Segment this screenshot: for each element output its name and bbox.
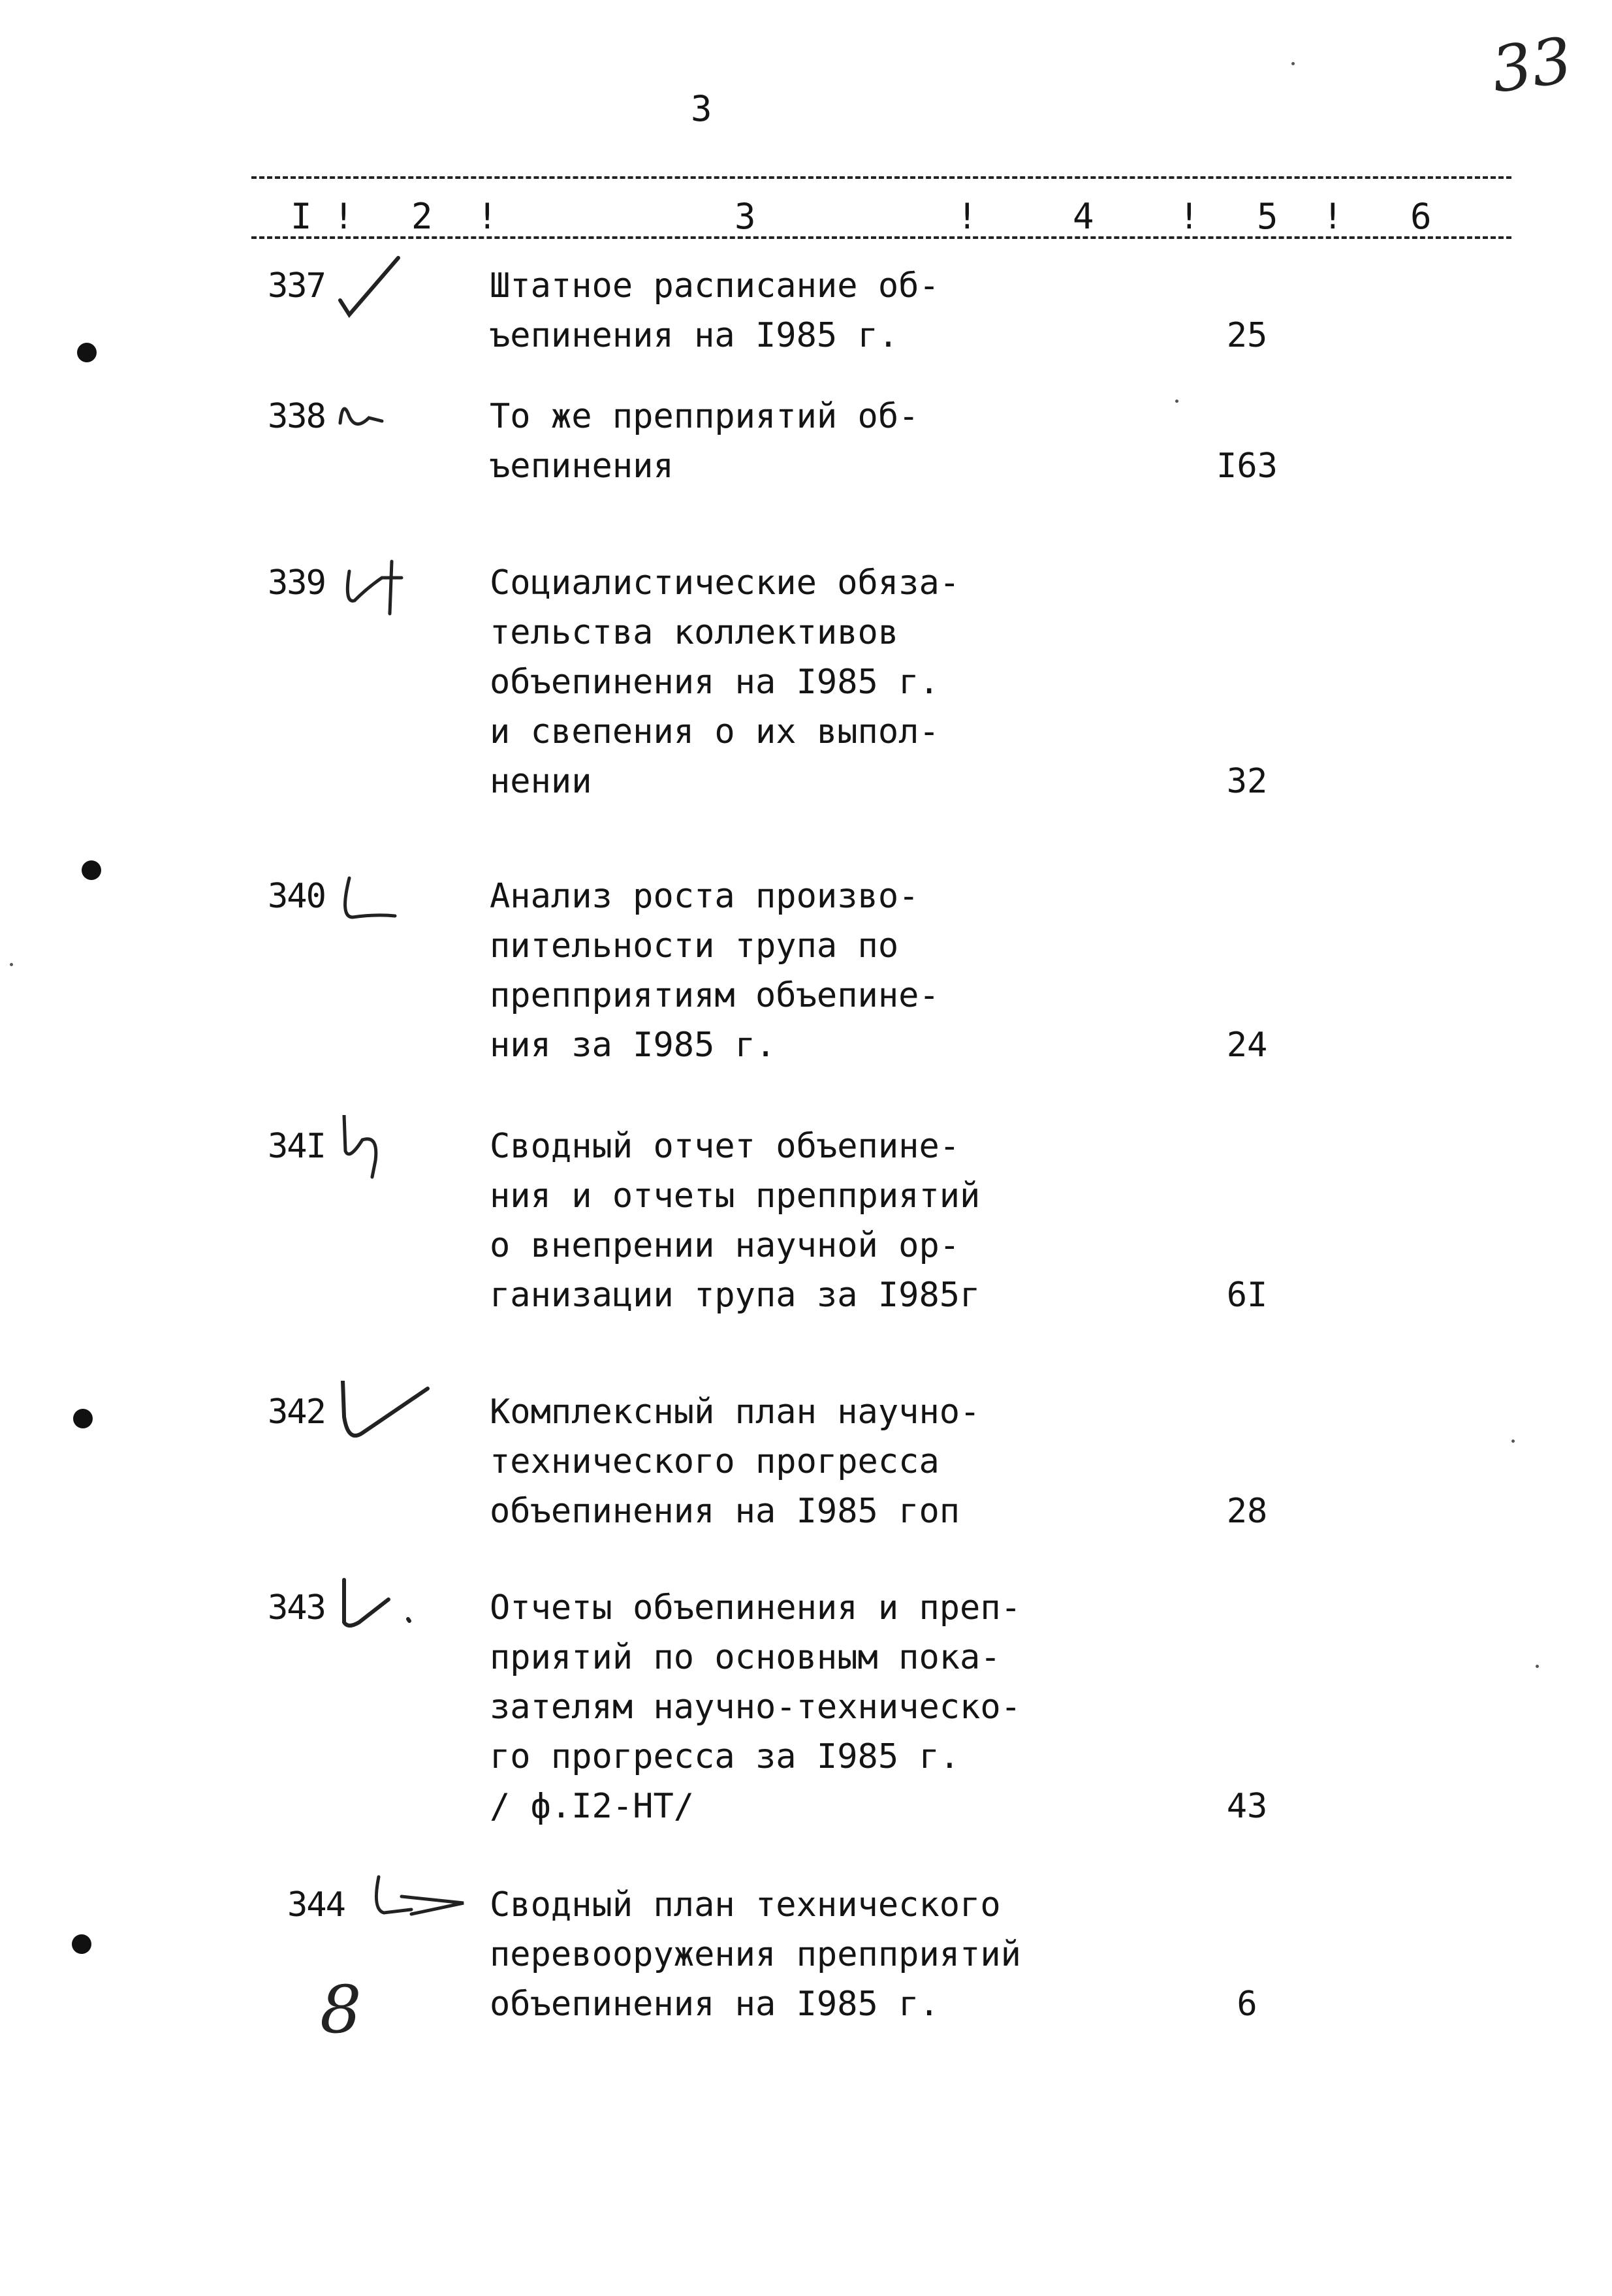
sheet-count: 25 — [1226, 316, 1268, 355]
checkmark-icon — [336, 1115, 441, 1180]
column-header-5: 5 — [1257, 196, 1278, 237]
binder-hole — [77, 343, 97, 362]
item-description: Социалистические обяза- тельства коллективов объепинения на I985 г. и свепения о их выпол- нении — [490, 563, 960, 801]
column-header-3: 3 — [735, 196, 756, 237]
table-header — [251, 196, 1511, 242]
item-description: Отчеты объепинения и преп- приятий по основным пока- зателям научно-техническо- го прогресса за I985 г. / ф.I2-НТ/ — [490, 1588, 1021, 1826]
binder-hole — [72, 1934, 91, 1954]
scan-speck — [1536, 1665, 1539, 1668]
item-number: 340 — [268, 877, 325, 916]
checkmark-icon — [336, 865, 441, 930]
checkmark-icon — [336, 1381, 441, 1446]
header-top-rule — [251, 176, 1511, 179]
item-number: 339 — [268, 563, 325, 603]
scan-speck — [1291, 62, 1295, 65]
column-separator: ! — [1178, 196, 1200, 237]
handwritten-sheet-number: 33 — [1487, 24, 1577, 107]
column-header-2: 2 — [411, 196, 433, 237]
item-description: Комплексный план научно- технического прогресса объепинения на I985 гоп — [490, 1392, 981, 1531]
sheet-count: I63 — [1216, 447, 1278, 486]
sheet-count: 24 — [1226, 1026, 1268, 1065]
sheet-count: 43 — [1226, 1787, 1268, 1826]
header-bottom-rule — [251, 236, 1511, 239]
checkmark-icon — [366, 1874, 496, 1939]
column-separator: ! — [477, 196, 498, 237]
sheet-count: 28 — [1226, 1492, 1268, 1531]
column-header-6: 6 — [1410, 196, 1432, 237]
checkmark-icon — [336, 1577, 441, 1642]
item-description: То же препприятий об- ъепинения — [490, 397, 919, 486]
scan-speck — [1175, 400, 1178, 403]
item-number: 338 — [268, 397, 325, 436]
column-header-1: I — [291, 196, 312, 237]
item-number: 342 — [268, 1392, 325, 1432]
item-description: Штатное расписание об- ъепинения на I985 г. — [490, 266, 940, 355]
column-separator: ! — [956, 196, 978, 237]
item-description: Сводный план технического перевооружения препприятий объепинения на I985 г. — [490, 1885, 1021, 2024]
sheet-count: 6I — [1226, 1276, 1268, 1315]
sheet-count: 6 — [1237, 1985, 1257, 2024]
item-number: 343 — [268, 1588, 325, 1628]
binder-hole — [73, 1409, 93, 1428]
item-number: 344 — [287, 1885, 345, 1925]
column-separator: ! — [333, 196, 355, 237]
checkmark-icon — [336, 552, 441, 617]
column-header-4: 4 — [1073, 196, 1094, 237]
sheet-count: 32 — [1226, 762, 1268, 801]
scan-speck — [10, 963, 13, 966]
item-number: 34I — [268, 1127, 325, 1166]
binder-hole — [82, 860, 101, 880]
checkmark-icon — [336, 385, 441, 450]
item-number: 337 — [268, 266, 325, 306]
scan-speck — [1511, 1439, 1515, 1443]
item-description: Сводный отчет объепине- ния и отчеты препприятий о внепрении научной ор- ганизации трупа за I985г — [490, 1127, 981, 1315]
page-number: 3 — [691, 88, 712, 129]
checkmark-icon — [336, 255, 441, 320]
item-description: Анализ роста произво- пительности трупа по препприятиям объепине- ния за I985 г. — [490, 877, 940, 1065]
column-separator: ! — [1322, 196, 1344, 237]
handwritten-margin-note: 8 — [320, 1972, 362, 2048]
